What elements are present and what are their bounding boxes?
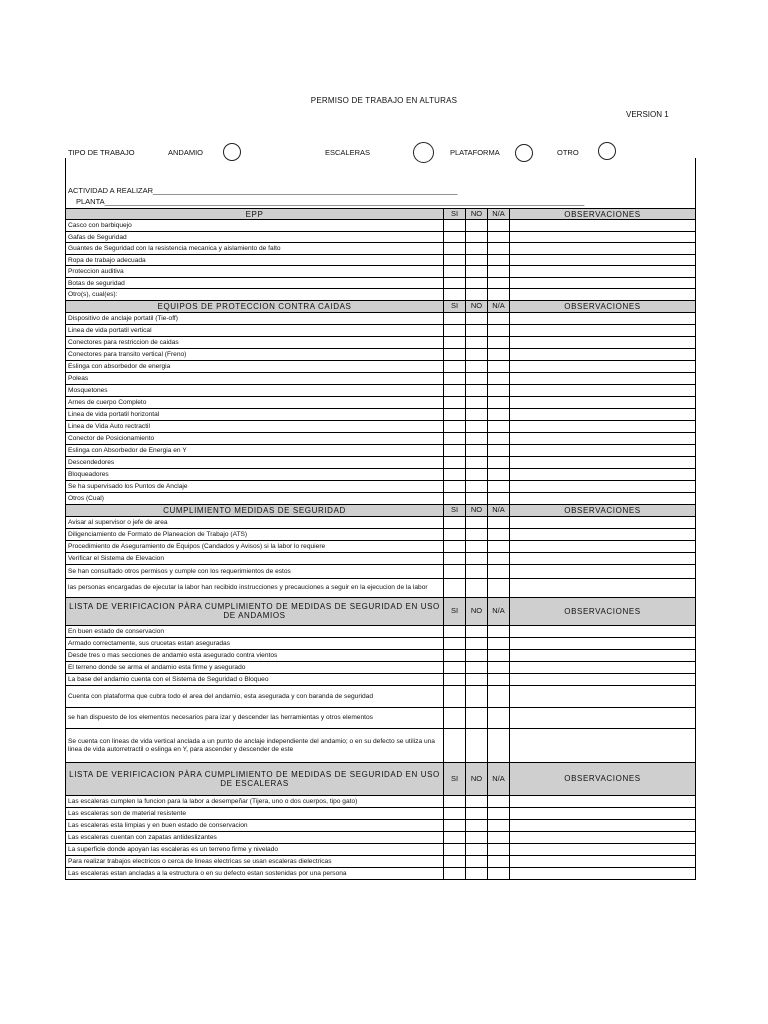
column-na: N/A: [488, 208, 510, 220]
checklist-item-label: Las escaleras cumplen la funcion para la labor a desempeñar (Tijera, uno o dos cuerpos, tipo gato): [65, 796, 444, 808]
no-checkbox[interactable]: [466, 232, 488, 244]
no-checkbox[interactable]: [466, 421, 488, 433]
observaciones-field[interactable]: [510, 579, 696, 598]
no-checkbox[interactable]: [466, 243, 488, 255]
na-checkbox[interactable]: [488, 638, 510, 650]
checklist-item-label: Las escaleras estan ancladas a la estructura o en su defecto estan sostenidas por una persona: [65, 868, 444, 880]
actividad-field[interactable]: ACTIVIDAD A REALIZAR_________________________________________________________________________: [68, 186, 458, 195]
column-na: N/A: [488, 505, 510, 517]
no-checkbox[interactable]: [466, 529, 488, 541]
na-checkbox[interactable]: [488, 421, 510, 433]
si-checkbox[interactable]: [444, 868, 466, 880]
na-checkbox[interactable]: [488, 266, 510, 278]
no-checkbox[interactable]: [466, 638, 488, 650]
no-checkbox[interactable]: [466, 844, 488, 856]
column-si: SI: [444, 763, 466, 796]
si-checkbox[interactable]: [444, 278, 466, 290]
na-checkbox[interactable]: [488, 481, 510, 493]
na-checkbox[interactable]: [488, 409, 510, 421]
na-checkbox[interactable]: [488, 445, 510, 457]
column-si: SI: [444, 301, 466, 313]
column-no: NO: [466, 301, 488, 313]
page-title: PERMISO DE TRABAJO EN ALTURAS: [310, 96, 458, 105]
si-checkbox[interactable]: [444, 662, 466, 674]
si-checkbox[interactable]: [444, 529, 466, 541]
si-checkbox[interactable]: [444, 844, 466, 856]
si-checkbox[interactable]: [444, 445, 466, 457]
checklist-item-label: Eslinga con absorbedor de energia: [65, 361, 444, 373]
column-si: SI: [444, 505, 466, 517]
na-checkbox[interactable]: [488, 868, 510, 880]
no-checkbox[interactable]: [466, 255, 488, 267]
si-checkbox[interactable]: [444, 626, 466, 638]
checklist-item-label: Diligenciamiento de Formato de Planeacion de Trabajo (ATS): [65, 529, 444, 541]
checklist-item-label: Las escaleras son de material resistente: [65, 808, 444, 820]
planta-field[interactable]: PLANTA___________________________________________________________________________________________________________________: [76, 197, 585, 206]
si-checkbox[interactable]: [444, 638, 466, 650]
column-si: SI: [444, 208, 466, 220]
si-checkbox[interactable]: [444, 856, 466, 868]
no-checkbox[interactable]: [466, 856, 488, 868]
checklist-item-label: Avisar al supervisor o jefe de area: [65, 517, 444, 529]
si-checkbox[interactable]: [444, 796, 466, 808]
na-checkbox[interactable]: [488, 541, 510, 553]
checklist-item-label: Guantes de Seguridad con la resistencia mecanica y aislamiento de falto: [65, 243, 444, 255]
na-checkbox[interactable]: [488, 469, 510, 481]
si-checkbox[interactable]: [444, 397, 466, 409]
checklist-item-label: Descendedores: [65, 457, 444, 469]
section-header: LISTA DE VERIFICACION PÀRA CUMPLIMIENTO DE MEDIDAS DE SEGURIDAD EN USO DE ANDAMIOS: [65, 598, 444, 626]
observaciones-field[interactable]: [510, 541, 696, 553]
si-checkbox[interactable]: [444, 409, 466, 421]
column-na: N/A: [488, 301, 510, 313]
no-checkbox[interactable]: [466, 517, 488, 529]
na-checkbox[interactable]: [488, 361, 510, 373]
column-observaciones: OBSERVACIONES: [510, 301, 696, 313]
si-checkbox[interactable]: [444, 493, 466, 505]
si-checkbox[interactable]: [444, 266, 466, 278]
checklist-item-label: Casco con barbiquejo: [65, 220, 444, 232]
observaciones-field[interactable]: [510, 808, 696, 820]
si-checkbox[interactable]: [444, 349, 466, 361]
si-checkbox[interactable]: [444, 232, 466, 244]
checklist-item-label: Gafas de Seguridad: [65, 232, 444, 244]
si-checkbox[interactable]: [444, 361, 466, 373]
checklist-item-label: Linea de vida portatil vertical: [65, 325, 444, 337]
no-checkbox[interactable]: [466, 565, 488, 579]
observaciones-field[interactable]: [510, 232, 696, 244]
option-plataforma-label: PLATAFORMA: [450, 148, 500, 157]
na-checkbox[interactable]: [488, 397, 510, 409]
si-checkbox[interactable]: [444, 469, 466, 481]
no-checkbox[interactable]: [466, 796, 488, 808]
observaciones-field[interactable]: [510, 373, 696, 385]
no-checkbox[interactable]: [466, 445, 488, 457]
observaciones-field[interactable]: [510, 445, 696, 457]
no-checkbox[interactable]: [466, 820, 488, 832]
version-label: VERSION 1: [626, 110, 669, 119]
no-checkbox[interactable]: [466, 674, 488, 686]
checklist-item-label: Linea de Vida Auto rectractil: [65, 421, 444, 433]
na-checkbox[interactable]: [488, 433, 510, 445]
option-escaleras-label: ESCALERAS: [325, 148, 371, 157]
na-checkbox[interactable]: [488, 565, 510, 579]
observaciones-field[interactable]: [510, 856, 696, 868]
observaciones-field[interactable]: [510, 686, 696, 708]
no-checkbox[interactable]: [466, 868, 488, 880]
na-checkbox[interactable]: [488, 232, 510, 244]
na-checkbox[interactable]: [488, 832, 510, 844]
tipo-trabajo-label: TIPO DE TRABAJO: [68, 148, 135, 157]
si-checkbox[interactable]: [444, 255, 466, 267]
no-checkbox[interactable]: [466, 313, 488, 325]
si-checkbox[interactable]: [444, 541, 466, 553]
si-checkbox[interactable]: [444, 708, 466, 729]
no-checkbox[interactable]: [466, 266, 488, 278]
si-checkbox[interactable]: [444, 385, 466, 397]
si-checkbox[interactable]: [444, 243, 466, 255]
na-checkbox[interactable]: [488, 313, 510, 325]
na-checkbox[interactable]: [488, 579, 510, 598]
observaciones-field[interactable]: [510, 433, 696, 445]
si-checkbox[interactable]: [444, 686, 466, 708]
column-no: NO: [466, 208, 488, 220]
observaciones-field[interactable]: [510, 820, 696, 832]
si-checkbox[interactable]: [444, 313, 466, 325]
observaciones-field[interactable]: [510, 255, 696, 267]
no-checkbox[interactable]: [466, 220, 488, 232]
na-checkbox[interactable]: [488, 243, 510, 255]
observaciones-field[interactable]: [510, 481, 696, 493]
si-checkbox[interactable]: [444, 421, 466, 433]
observaciones-field[interactable]: [510, 553, 696, 565]
si-checkbox[interactable]: [444, 289, 466, 301]
checklist-item-label: Bloqueadores: [65, 469, 444, 481]
checklist-item-label: Procedimiento de Aseguramiento de Equipos (Candados y Avisos) si la labor lo requiere: [65, 541, 444, 553]
si-checkbox[interactable]: [444, 674, 466, 686]
column-si: SI: [444, 598, 466, 626]
checklist-item-label: Mosquetones: [65, 385, 444, 397]
observaciones-field[interactable]: [510, 638, 696, 650]
observaciones-field[interactable]: [510, 313, 696, 325]
checklist-item-label: Se han consultado otros permisos y cumple con los requerimientos de estos: [65, 565, 444, 579]
no-checkbox[interactable]: [466, 708, 488, 729]
checklist-item-label: Conector de Posicionamiento: [65, 433, 444, 445]
checklist-item-label: Las escaleras cuentan con zapatas antideslizantes: [65, 832, 444, 844]
na-checkbox[interactable]: [488, 708, 510, 729]
checklist-item-label: Dispositivo de anclaje portatil (Tie-off): [65, 313, 444, 325]
checklist-item-label: La superficie donde apoyan las escaleras es un terreno firme y nivelado: [65, 844, 444, 856]
checklist-item-label: Para realizar trabajos electricos o cerca de lineas electricas se usan escaleras dielectricas: [65, 856, 444, 868]
na-checkbox[interactable]: [488, 844, 510, 856]
si-checkbox[interactable]: [444, 565, 466, 579]
no-checkbox[interactable]: [466, 361, 488, 373]
na-checkbox[interactable]: [488, 674, 510, 686]
checklist-item-label: Verificar el Sistema de Elevacion: [65, 553, 444, 565]
no-checkbox[interactable]: [466, 832, 488, 844]
checklist-item-label: Arnes de cuerpo Completo: [65, 397, 444, 409]
option-andamio-label: ANDAMIO: [168, 148, 204, 157]
no-checkbox[interactable]: [466, 278, 488, 290]
observaciones-field[interactable]: [510, 626, 696, 638]
no-checkbox[interactable]: [466, 481, 488, 493]
column-na: N/A: [488, 763, 510, 796]
si-checkbox[interactable]: [444, 553, 466, 565]
observaciones-field[interactable]: [510, 729, 696, 763]
section-header: CUMPLIMIENTO MEDIDAS DE SEGURIDAD: [65, 505, 444, 517]
checklist-item-label: Se cuenta con lineas de vida vertical anclada a un punto de anclaje independiente del andamio; o en su defecto se utiliza una linea de vida autorretractil o eslinga en Y, para ascender y descender de este: [65, 729, 444, 763]
checklist-item-label: Conectores para transito vertical (Freno): [65, 349, 444, 361]
checklist-item-label: Se ha supervisado los Puntos de Anclaje: [65, 481, 444, 493]
si-checkbox[interactable]: [444, 433, 466, 445]
observaciones-field[interactable]: [510, 349, 696, 361]
si-checkbox[interactable]: [444, 325, 466, 337]
si-checkbox[interactable]: [444, 650, 466, 662]
no-checkbox[interactable]: [466, 686, 488, 708]
no-checkbox[interactable]: [466, 729, 488, 763]
no-checkbox[interactable]: [466, 626, 488, 638]
checklist-item-label: En buen estado de conservacion: [65, 626, 444, 638]
no-checkbox[interactable]: [466, 469, 488, 481]
no-checkbox[interactable]: [466, 433, 488, 445]
checklist-item-label: Linea de vida portatil horizontal: [65, 409, 444, 421]
si-checkbox[interactable]: [444, 373, 466, 385]
na-checkbox[interactable]: [488, 373, 510, 385]
observaciones-field[interactable]: [510, 662, 696, 674]
observaciones-field[interactable]: [510, 266, 696, 278]
no-checkbox[interactable]: [466, 808, 488, 820]
na-checkbox[interactable]: [488, 337, 510, 349]
si-checkbox[interactable]: [444, 481, 466, 493]
na-checkbox[interactable]: [488, 220, 510, 232]
column-observaciones: OBSERVACIONES: [510, 598, 696, 626]
checklist-item-label: El terreno donde se arma el andamio esta firme y asegurado: [65, 662, 444, 674]
na-checkbox[interactable]: [488, 289, 510, 301]
observaciones-field[interactable]: [510, 457, 696, 469]
observaciones-field[interactable]: [510, 220, 696, 232]
observaciones-field[interactable]: [510, 289, 696, 301]
observaciones-field[interactable]: [510, 409, 696, 421]
no-checkbox[interactable]: [466, 650, 488, 662]
no-checkbox[interactable]: [466, 579, 488, 598]
no-checkbox[interactable]: [466, 373, 488, 385]
no-checkbox[interactable]: [466, 409, 488, 421]
no-checkbox[interactable]: [466, 553, 488, 565]
si-checkbox[interactable]: [444, 517, 466, 529]
column-observaciones: OBSERVACIONES: [510, 763, 696, 796]
observaciones-field[interactable]: [510, 397, 696, 409]
observaciones-field[interactable]: [510, 650, 696, 662]
no-checkbox[interactable]: [466, 541, 488, 553]
observaciones-field[interactable]: [510, 421, 696, 433]
observaciones-field[interactable]: [510, 361, 696, 373]
si-checkbox[interactable]: [444, 579, 466, 598]
checklist-item-label: Desde tres o mas secciones de andamio esta asegurado contra vientos: [65, 650, 444, 662]
checklist-item-label: las personas encargadas de ejecutar la labor han recibido instrucciones y precauciones a seguir en la ejecucion de la labor: [65, 579, 444, 598]
checklist-item-label: Cuenta con plataforma que cubra todo el area del andamio, esta asegurada y con baranda de seguridad: [65, 686, 444, 708]
section-header: EPP: [65, 208, 444, 220]
observaciones-field[interactable]: [510, 385, 696, 397]
checklist-item-label: Proteccion auditiva: [65, 266, 444, 278]
observaciones-field[interactable]: [510, 796, 696, 808]
no-checkbox[interactable]: [466, 662, 488, 674]
na-checkbox[interactable]: [488, 517, 510, 529]
observaciones-field[interactable]: [510, 517, 696, 529]
na-checkbox[interactable]: [488, 529, 510, 541]
na-checkbox[interactable]: [488, 457, 510, 469]
column-observaciones: OBSERVACIONES: [510, 208, 696, 220]
checklist-item-label: Armado correctamente, sus crucetas estan aseguradas: [65, 638, 444, 650]
na-checkbox[interactable]: [488, 856, 510, 868]
section-header: EQUIPOS DE PROTECCION CONTRA CAIDAS: [65, 301, 444, 313]
checklist-item-label: Poleas: [65, 373, 444, 385]
checklist-item-label: Eslinga con Absorbedor de Energia en Y: [65, 445, 444, 457]
checklist-item-label: se han dispuesto de los elementos necesarios para izar y descender las herramientas y otros elementos: [65, 708, 444, 729]
option-otro-label: OTRO: [557, 148, 579, 157]
na-checkbox[interactable]: [488, 493, 510, 505]
no-checkbox[interactable]: [466, 337, 488, 349]
si-checkbox[interactable]: [444, 457, 466, 469]
column-no: NO: [466, 763, 488, 796]
section-header: LISTA DE VERIFICACION PÀRA CUMPLIMIENTO DE MEDIDAS DE SEGURIDAD EN USO DE ESCALERAS: [65, 763, 444, 796]
na-checkbox[interactable]: [488, 349, 510, 361]
observaciones-field[interactable]: [510, 832, 696, 844]
si-checkbox[interactable]: [444, 220, 466, 232]
na-checkbox[interactable]: [488, 278, 510, 290]
na-checkbox[interactable]: [488, 729, 510, 763]
observaciones-field[interactable]: [510, 278, 696, 290]
observaciones-field[interactable]: [510, 529, 696, 541]
na-checkbox[interactable]: [488, 650, 510, 662]
si-checkbox[interactable]: [444, 808, 466, 820]
observaciones-field[interactable]: [510, 469, 696, 481]
checklist-item-label: Botas de seguridad: [65, 278, 444, 290]
checklist-item-label: La base del andamio cuenta con el Sistema de Seguridad o Bloqueo: [65, 674, 444, 686]
si-checkbox[interactable]: [444, 337, 466, 349]
observaciones-field[interactable]: [510, 565, 696, 579]
observaciones-field[interactable]: [510, 708, 696, 729]
na-checkbox[interactable]: [488, 553, 510, 565]
column-na: N/A: [488, 598, 510, 626]
si-checkbox[interactable]: [444, 820, 466, 832]
observaciones-field[interactable]: [510, 337, 696, 349]
no-checkbox[interactable]: [466, 397, 488, 409]
observaciones-field[interactable]: [510, 844, 696, 856]
no-checkbox[interactable]: [466, 289, 488, 301]
na-checkbox[interactable]: [488, 808, 510, 820]
no-checkbox[interactable]: [466, 325, 488, 337]
na-checkbox[interactable]: [488, 255, 510, 267]
na-checkbox[interactable]: [488, 820, 510, 832]
na-checkbox[interactable]: [488, 385, 510, 397]
checklist-item-label: Otro(s), cual(es):: [65, 289, 444, 301]
observaciones-field[interactable]: [510, 493, 696, 505]
column-no: NO: [466, 598, 488, 626]
column-no: NO: [466, 505, 488, 517]
observaciones-field[interactable]: [510, 243, 696, 255]
observaciones-field[interactable]: [510, 868, 696, 880]
checklist-item-label: Las escaleras esta limpias y en buen estado de conservacion: [65, 820, 444, 832]
na-checkbox[interactable]: [488, 626, 510, 638]
checklist-item-label: Conectores para restriccion de caidas: [65, 337, 444, 349]
si-checkbox[interactable]: [444, 832, 466, 844]
na-checkbox[interactable]: [488, 796, 510, 808]
na-checkbox[interactable]: [488, 662, 510, 674]
no-checkbox[interactable]: [466, 493, 488, 505]
na-checkbox[interactable]: [488, 686, 510, 708]
column-observaciones: OBSERVACIONES: [510, 505, 696, 517]
checklist-item-label: Otros (Cual): [65, 493, 444, 505]
no-checkbox[interactable]: [466, 385, 488, 397]
na-checkbox[interactable]: [488, 325, 510, 337]
checklist-item-label: Ropa de trabajo adecuada: [65, 255, 444, 267]
observaciones-field[interactable]: [510, 674, 696, 686]
no-checkbox[interactable]: [466, 349, 488, 361]
observaciones-field[interactable]: [510, 325, 696, 337]
si-checkbox[interactable]: [444, 729, 466, 763]
no-checkbox[interactable]: [466, 457, 488, 469]
